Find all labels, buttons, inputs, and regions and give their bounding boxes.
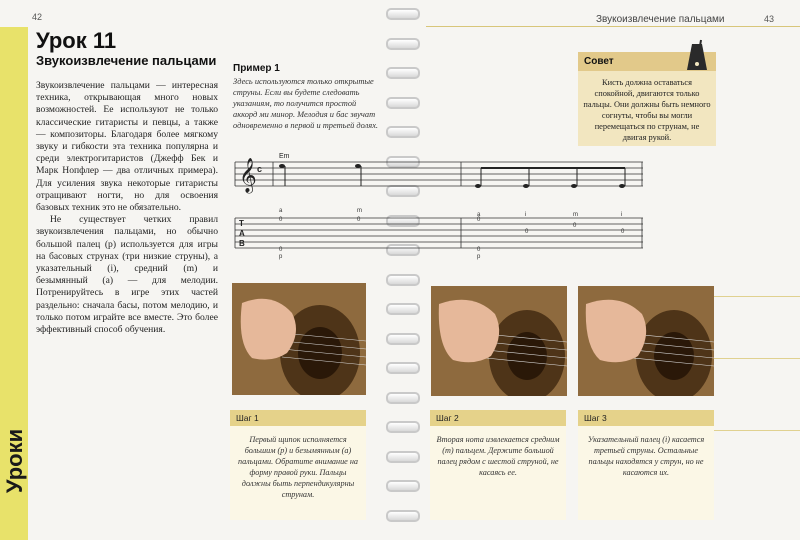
spiral-ring	[386, 392, 420, 404]
step-1-photo	[232, 283, 366, 395]
rule	[714, 296, 800, 297]
example-note: Здесь используются только открытые струны. Если вы будете следовать указаниям, то получится простой аккорд ми минор. Мелодия и бас звучат одновременно в первой и третьей долях.	[233, 77, 379, 130]
tab-letter: A	[239, 229, 245, 238]
spiral-ring	[386, 421, 420, 433]
spiral-ring	[386, 38, 420, 50]
tip-text: Кисть должна оставаться спокойной, двигаются только пальцы. Они должны быть немного согнуты, чтобы вы могли перемещаться по струнам, не двигая рукой.	[583, 78, 711, 142]
bass-label: p	[477, 254, 481, 260]
tab-number: 0	[573, 223, 577, 229]
spiral-binding	[378, 0, 424, 540]
spiral-ring	[386, 97, 420, 109]
step-1-box	[230, 410, 366, 520]
spiral-ring	[386, 126, 420, 138]
paragraph: Звукоизвлечение пальцами — интересная техника, открывающая много новых возможностей. Ее используют не только классические гитаристы и певцы, а также — композиторы. Благодаря более мягкому звуку и гибкости эта техника популярна и среди электрогитаристов (Джефф Бек и Марк Нопфлер — два отличных примера). Для усиления звука некоторые гитаристы отращивают ногти, но для освоения базовых техник это не обязательно.	[36, 80, 218, 214]
spiral-ring	[386, 67, 420, 79]
tab-number: 0	[279, 247, 283, 253]
spiral-ring	[386, 274, 420, 286]
sidebar-label: Уроки	[2, 428, 27, 494]
notation-staff	[233, 150, 643, 260]
step-3-text: Указательный палец (i) касается третьей струны. Остальные пальцы находятся у струн, но не касаются их.	[587, 435, 705, 477]
finger-label: a	[477, 212, 481, 218]
tab-number: 0	[621, 229, 625, 235]
finger-label: a	[279, 208, 283, 214]
spiral-ring	[386, 8, 420, 20]
metronome-icon	[686, 38, 708, 72]
spiral-ring	[386, 451, 420, 463]
lesson-body	[36, 80, 218, 336]
step-2-label: Шаг 2	[430, 410, 566, 426]
spiral-ring	[386, 510, 420, 522]
spiral-ring	[386, 362, 420, 374]
tab-staff	[235, 218, 643, 248]
tab-letter: B	[239, 239, 245, 248]
running-head: Звукоизвлечение пальцами	[596, 14, 725, 25]
bass-label: p	[279, 254, 283, 260]
step-3-photo	[578, 286, 714, 396]
step-2-box	[430, 410, 566, 520]
rule	[714, 430, 800, 431]
finger-label: i	[621, 212, 623, 218]
time-signature: c	[257, 164, 263, 174]
chord-label: Em	[279, 153, 290, 160]
tab-letter: T	[239, 219, 244, 228]
tab-number: 0	[357, 217, 361, 223]
music-staff	[235, 162, 643, 186]
finger-label: m	[357, 208, 362, 214]
step-3-box	[578, 410, 714, 520]
tab-number: 0	[477, 217, 481, 223]
section-sidebar	[0, 27, 28, 540]
finger-label: m	[573, 212, 578, 218]
tip-heading: Совет	[578, 52, 716, 71]
step-1-text: Первый щипок исполняется большим (p) и безымянным (a) пальцами. Обратите внимание на форму правой руки. Пальцы должны быть перпендикулярны струнам.	[237, 435, 359, 499]
paragraph: Не существует четких правил звукоизвлечения пальцами, но обычно большой палец (p) используется для игры на басовых струнах (три низкие струны), а указательный (i), средний (m) и безымянный (a) — для мелодии. Потренируйтесь в игре этих частей раздельно: сначала басы, потом мелодию, и только потом играйте все вместе. Это более эффективный способ обучения.	[36, 214, 218, 336]
step-3-label: Шаг 3	[578, 410, 714, 426]
tab-number: 0	[279, 217, 283, 223]
page-number-left: 42	[32, 12, 43, 22]
spiral-ring	[386, 480, 420, 492]
lesson-subtitle: Звукоизвлечение пальцами	[36, 53, 217, 68]
tab-number: 0	[525, 229, 529, 235]
spiral-ring	[386, 303, 420, 315]
step-1-label: Шаг 1	[230, 410, 366, 426]
tab-number: 0	[477, 247, 481, 253]
header-rule	[426, 26, 800, 27]
step-2-text: Вторая нота извлекается средним (m) пальцем. Держите большой палец рядом с шестой струной, не касаясь ее.	[436, 435, 560, 477]
finger-label: i	[525, 212, 527, 218]
spiral-ring	[386, 333, 420, 345]
page-number-right: 43	[764, 14, 775, 24]
treble-clef-icon: 𝄞	[239, 158, 257, 193]
lesson-title: Урок 11	[36, 28, 117, 53]
rule	[714, 358, 800, 359]
step-2-photo	[431, 286, 567, 396]
example-title: Пример 1	[233, 63, 280, 74]
